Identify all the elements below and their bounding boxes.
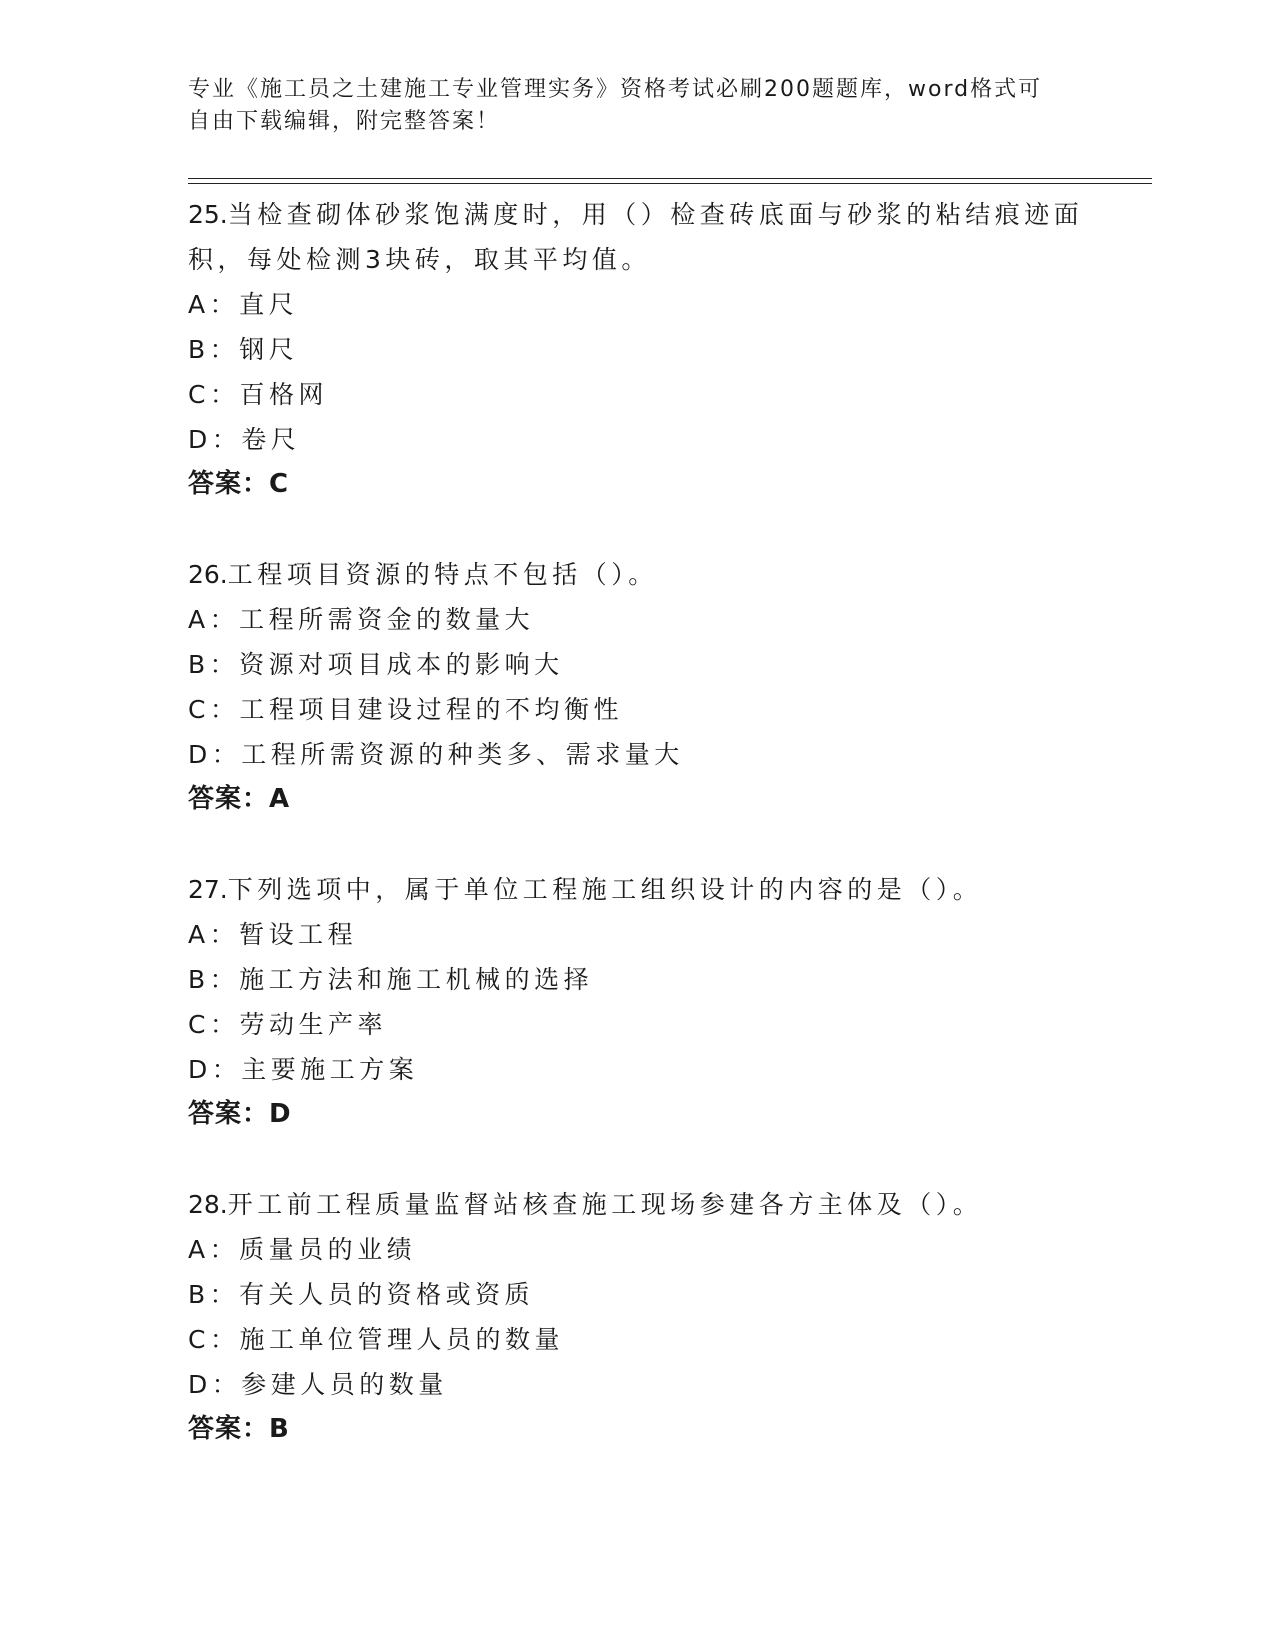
option-d: D：卷尺 [188,425,301,454]
question-text [188,1182,1088,1227]
question-number: 28. [188,1190,228,1219]
option-d: D：主要施工方案 [188,1055,419,1084]
question-stem: 开工前工程质量监督站核查施工现场参建各方主体及（）。 [227,1190,983,1219]
answer-label: 答案：C [188,469,290,499]
header-divider-bottom [188,183,1152,184]
document-header [188,74,1088,138]
option-a: A：工程所需资金的数量大 [188,605,535,634]
question-text [188,192,1088,282]
option-c: C：劳动生产率 [188,1010,387,1039]
question-list [188,192,1088,1497]
question-text [188,867,1088,912]
question-text [188,552,1088,597]
answer-label: 答案：A [188,784,291,814]
option-b: B：施工方法和施工机械的选择 [188,965,594,994]
question-stem: 当检查砌体砂浆饱满度时，用（）检查砖底面与砂浆的粘结痕迹面积，每处检测3块砖，取其平均值。 [188,200,1084,274]
option-b: B：资源对项目成本的影响大 [188,650,564,679]
question-26 [188,552,1088,822]
answer-label: 答案：B [188,1414,290,1444]
question-stem: 工程项目资源的特点不包括（）。 [227,560,658,589]
option-b: B：有关人员的资格或资质 [188,1280,535,1309]
header-divider-top [188,178,1152,179]
option-a: A：质量员的业绩 [188,1235,417,1264]
question-number: 27. [188,875,228,904]
question-28 [188,1182,1088,1452]
option-b: B：钢尺 [188,335,299,364]
option-a: A：暂设工程 [188,920,358,949]
answer-label: 答案：D [188,1099,292,1129]
option-c: C：百格网 [188,380,328,409]
header-line-1: 专业《施工员之土建施工专业管理实务》资格考试必刷200题题库，word格式可 [188,77,1043,102]
question-number: 25. [188,200,228,229]
question-stem: 下列选项中，属于单位工程施工组织设计的内容的是（）。 [227,875,983,904]
question-27 [188,867,1088,1137]
option-d: D：工程所需资源的种类多、需求量大 [188,740,684,769]
option-c: C：施工单位管理人员的数量 [188,1325,564,1354]
option-d: D：参建人员的数量 [188,1370,448,1399]
question-25 [188,192,1088,507]
header-line-2: 自由下载编辑，附完整答案！ [188,109,501,134]
question-number: 26. [188,560,228,589]
option-a: A：直尺 [188,290,299,319]
option-c: C：工程项目建设过程的不均衡性 [188,695,623,724]
